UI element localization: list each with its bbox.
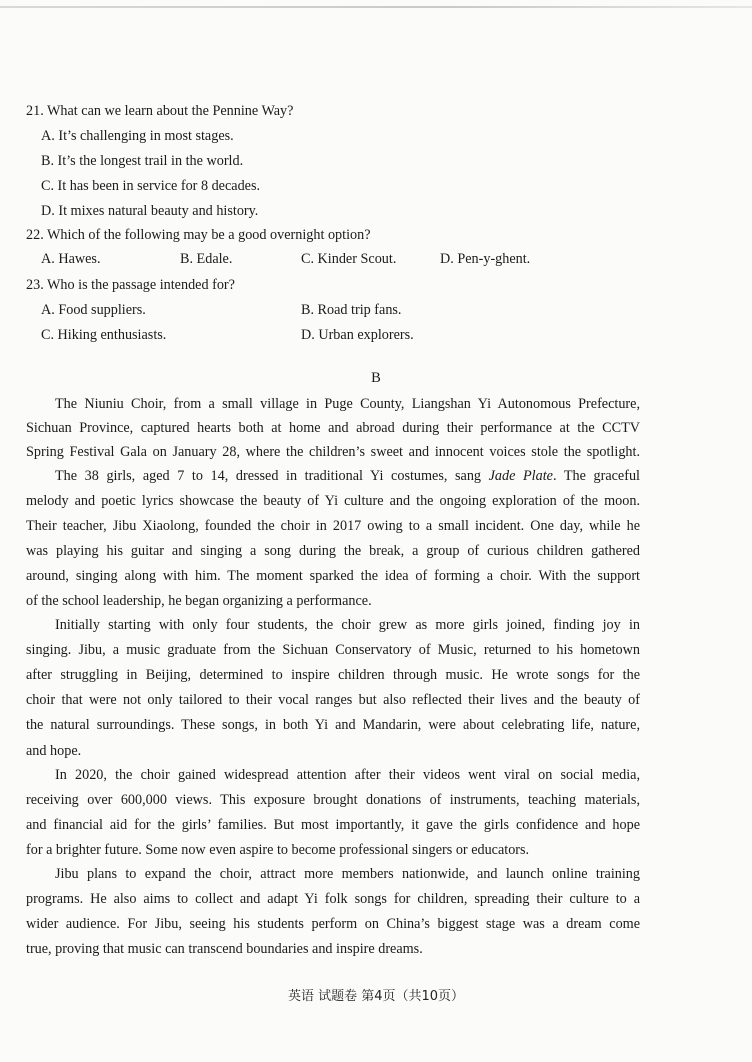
- passage-line: Spring Festival Gala on January 28, where the children’s sweet and innocent voices stole the spotlight.: [26, 444, 640, 460]
- passage-line: Jibu plans to expand the choir, attract more members nationwide, and launch online training: [55, 866, 640, 882]
- passage-line: The Niuniu Choir, from a small village in Puge County, Liangshan Yi Autonomous Prefecture,: [55, 396, 640, 412]
- passage-line: receiving over 600,000 views. This exposure brought donations of instruments, teaching materials,: [26, 792, 640, 808]
- section-heading-b: B: [371, 370, 381, 386]
- question-23-option-c: C. Hiking enthusiasts.: [41, 327, 167, 343]
- passage-line: In 2020, the choir gained widespread attention after their videos went viral on social media,: [55, 767, 640, 783]
- passage-line: the natural surroundings. These songs, in both Yi and Mandarin, were about celebrating life, nature,: [26, 717, 640, 733]
- passage-line: for a brighter future. Some now even aspire to become professional singers or educators.: [26, 842, 530, 858]
- question-22-options: [0, 249, 752, 269]
- passage-line: wider audience. For Jibu, seeing his students perform on China’s biggest stage was a dream come: [26, 916, 640, 932]
- question-22-option-d: D. Pen-y-ghent.: [440, 251, 531, 267]
- passage-line: and hope.: [26, 743, 82, 759]
- page-footer: 英语 试题卷 第4页（共10页）: [287, 989, 465, 1004]
- question-21-option-d: D. It mixes natural beauty and history.: [41, 203, 259, 219]
- question-23-option-a: A. Food suppliers.: [41, 302, 146, 318]
- passage-line-with-song-title: [55, 466, 640, 486]
- passage-line: was playing his guitar and singing a song during the break, a group of curious children gathered: [26, 543, 640, 559]
- question-23-stem: 23. Who is the passage intended for?: [26, 277, 235, 293]
- question-23-options-row-2: [0, 325, 752, 345]
- song-title: Jade Plate: [488, 468, 553, 484]
- passage-line: of the school leadership, he began organizing a performance.: [26, 593, 372, 609]
- passage-line: Sichuan Province, captured hearts both at home and abroad during their performance at the CCTV: [26, 420, 640, 436]
- passage-line: singing. Jibu, a music graduate from the Sichuan Conservatory of Music, returned to his hometown: [26, 642, 640, 658]
- question-21-option-a: A. It’s challenging in most stages.: [41, 128, 234, 144]
- question-23-option-d: D. Urban explorers.: [301, 327, 414, 343]
- passage-line: true, proving that music can transcend boundaries and inspire dreams.: [26, 941, 423, 957]
- passage-line: and financial aid for the girls’ families. But most importantly, it gave the girls confidence and hope: [26, 817, 640, 833]
- question-21-option-b: B. It’s the longest trail in the world.: [41, 153, 244, 169]
- passage-line: Their teacher, Jibu Xiaolong, founded the choir in 2017 owing to a small incident. One day, while he: [26, 518, 640, 534]
- passage-line: after struggling in Beijing, determined to inspire children through music. He wrote songs for the: [26, 667, 640, 683]
- question-22-option-a: A. Hawes.: [41, 251, 101, 267]
- passage-line: around, singing along with him. The moment sparked the idea of forming a choir. With the support: [26, 568, 640, 584]
- question-23-option-b: B. Road trip fans.: [301, 302, 402, 318]
- question-22-option-c: C. Kinder Scout.: [301, 251, 397, 267]
- passage-line-text: . The graceful: [552, 468, 640, 484]
- passage-line: melody and poetic lyrics showcase the beauty of Yi culture and the ongoing exploration of the moon.: [26, 493, 640, 509]
- question-22-stem: 22. Which of the following may be a good overnight option?: [26, 227, 371, 243]
- passage-line: programs. He also aims to collect and adapt Yi folk songs for children, spreading their culture to a: [26, 891, 640, 907]
- question-21-stem: 21. What can we learn about the Pennine Way?: [26, 103, 294, 119]
- question-22-option-b: B. Edale.: [180, 251, 233, 267]
- passage-line-text: The 38 girls, aged 7 to 14, dressed in traditional Yi costumes, sang: [55, 468, 482, 484]
- passage-line: Initially starting with only four students, the choir grew as more girls joined, finding joy in: [55, 617, 640, 633]
- question-21-option-c: C. It has been in service for 8 decades.: [41, 178, 261, 194]
- question-23-options-row-1: [0, 300, 752, 320]
- passage-line: choir that were not only tailored to their vocal ranges but also reflected their lives and the beauty of: [26, 692, 640, 708]
